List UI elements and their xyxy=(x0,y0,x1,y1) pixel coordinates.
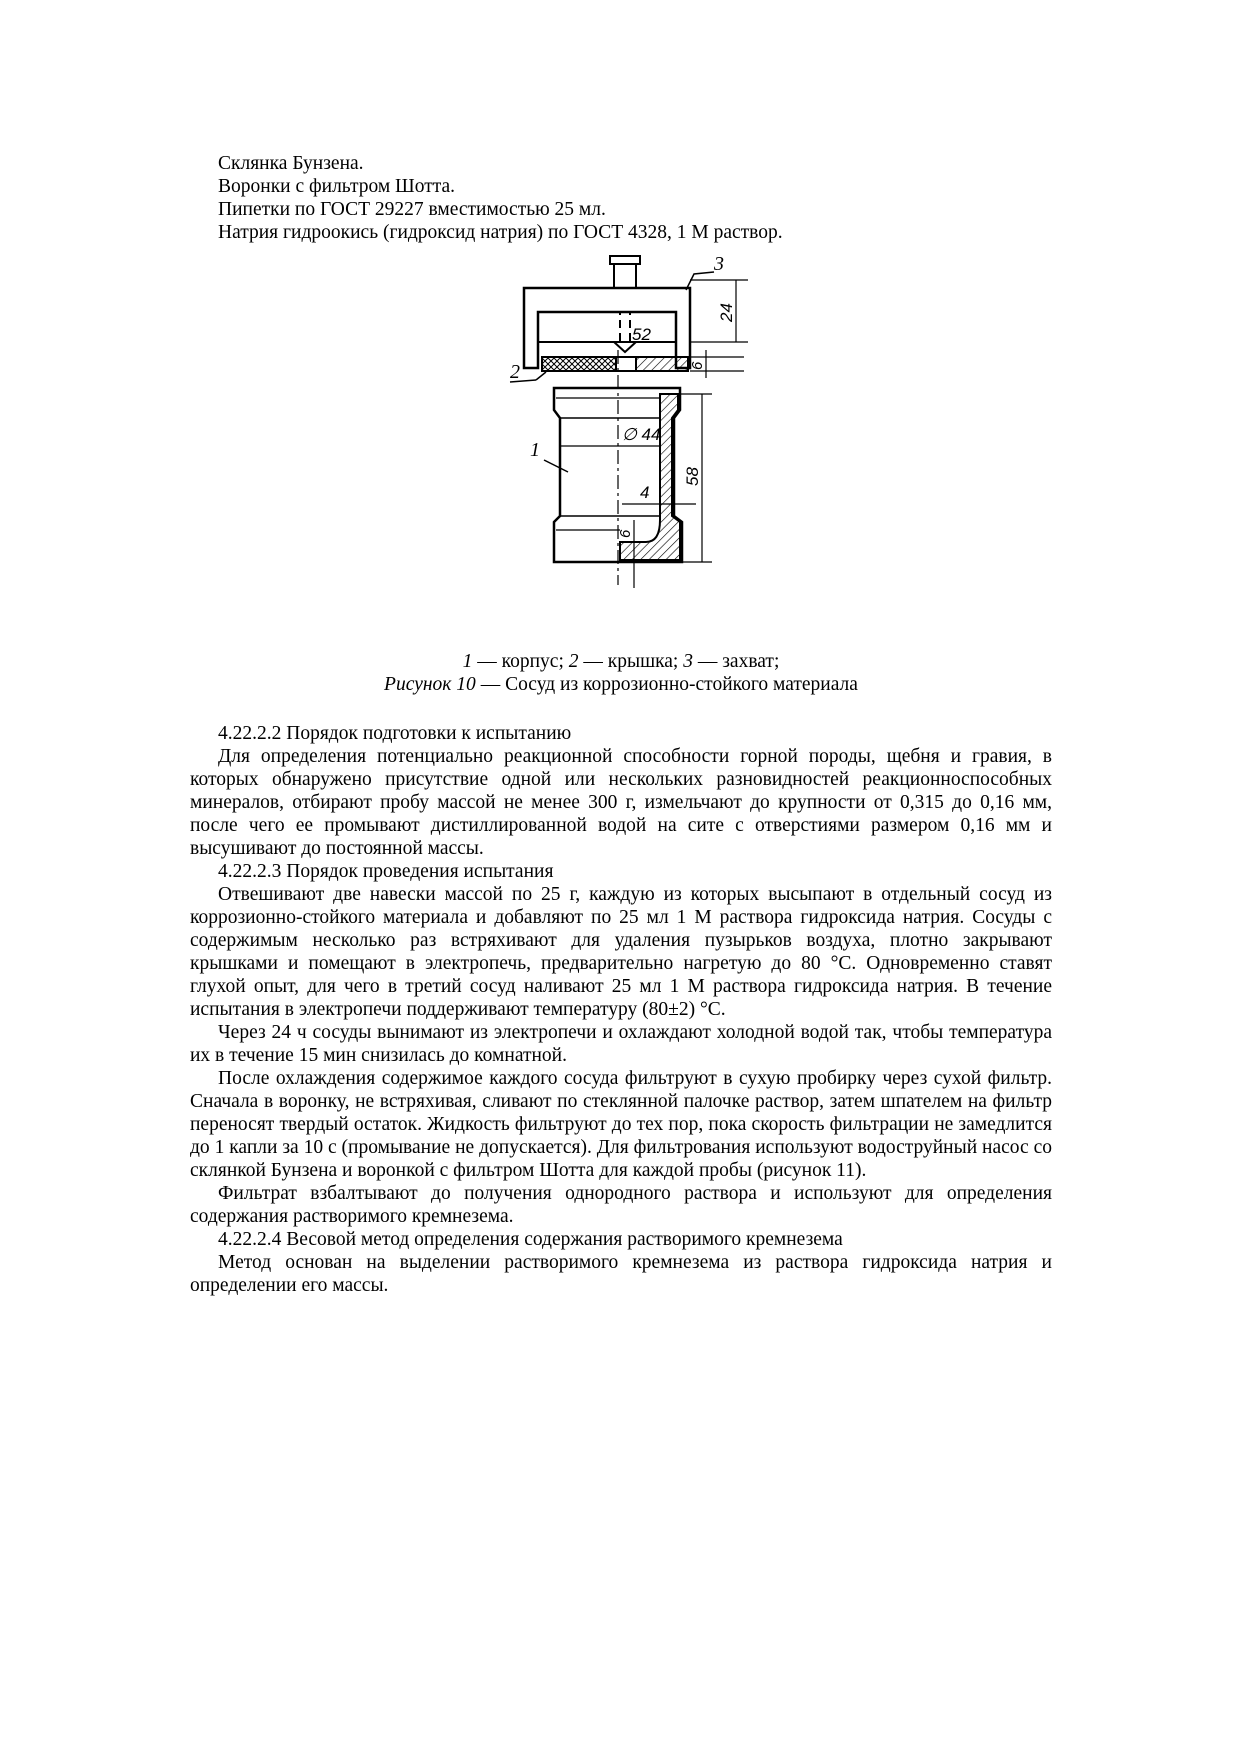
dim-4-label: 4 xyxy=(640,483,650,502)
paragraph: Через 24 ч сосуды вынимают из электропечи и охлаждают холодной водой так, чтобы температура их в течение 15 мин снизилась до комнатной. xyxy=(190,1022,1052,1066)
paragraph: Метод основан на выделении растворимого кремнезема из раствора гидроксида натрия и определении его массы. xyxy=(190,1252,1052,1296)
paragraph: Фильтрат взбалтывают до получения однородного раствора и используют для определения содержания растворимого кремнезема. xyxy=(190,1183,1052,1227)
figure-legend: 1 — корпус; 2 — крышка; 3 — захват; xyxy=(462,651,780,672)
label-part-1: 1 xyxy=(530,439,540,461)
section-heading: 4.22.2.4 Весовой метод определения содержания растворимого кремнезема xyxy=(218,1229,843,1250)
lid-hatched-left xyxy=(542,357,616,371)
dim-44-label: ∅ 44 xyxy=(622,425,661,444)
list-item: Воронки с фильтром Шотта. xyxy=(218,176,456,197)
figure-title: Рисунок 10 — Сосуд из коррозионно-стойкого материала xyxy=(384,674,858,695)
lid-hatched-right xyxy=(636,357,688,371)
vessel-drawing xyxy=(500,250,800,650)
label-part-3: 3 xyxy=(714,253,724,275)
dim-6-bottom-label: 6 xyxy=(617,529,634,538)
paragraph: Для определения потенциально реакционной способности горной породы, щебня и гравия, в которых обнаружено присутствие одной или нескольких разновидностей реакционноспособных минералов, отбирают пробу массой не менее 300 г, измельчают до крупности от 0,315 до 0,16 мм, после чего ее промывают дистиллированной водой на сите с отверстиями размером 0,16 мм и высушивают до постоянной массы. xyxy=(190,746,1052,859)
list-item: Склянка Бунзена. xyxy=(218,153,364,174)
list-item: Пипетки по ГОСТ 29227 вместимостью 25 мл. xyxy=(218,199,606,220)
paragraph: После охлаждения содержимое каждого сосуда фильтруют в сухую пробирку через сухой фильтр. Сначала в воронку, не встряхивая, сливают по стеклянной палочке раствор, затем шпателем на фильтр переносят твердый остаток. Жидкость фильтруют до тех пор, пока скорость фильтрации не замедлится до 1 капли за 10 с (промывание не допускается). Для фильтрования используют водоструйный насос со склянкой Бунзена и воронкой с фильтром Шотта для каждой пробы (рисунок 11). xyxy=(190,1068,1052,1181)
figure-caption xyxy=(190,650,1052,696)
paragraph: Отвешивают две навески массой по 25 г, каждую из которых высыпают в отдельный сосуд из коррозионно-стойкого материала и добавляют по 25 мл 1 М раствора гидроксида натрия. Сосуды с содержимым несколько раз встряхивают для удаления пузырьков воздуха, плотно закрывают крышками и помещают в электропечь, предварительно нагретую до 80 °С. Одновременно ставят глухой опыт, для чего в третий сосуд наливают 25 мл 1 М раствора гидроксида натрия. В течение испытания в электропечи поддерживают температуру (80±2) °С. xyxy=(190,884,1052,1020)
equipment-list xyxy=(218,152,1118,244)
dim-24-label: 24 xyxy=(717,303,736,322)
dim-52-label: 52 xyxy=(632,325,651,344)
list-item: Натрия гидроокись (гидроксид натрия) по ГОСТ 4328, 1 М раствор. xyxy=(218,222,783,243)
section-heading: 4.22.2.3 Порядок проведения испытания xyxy=(218,861,554,882)
dim-58-label: 58 xyxy=(683,467,702,486)
section-heading: 4.22.2.2 Порядок подготовки к испытанию xyxy=(218,723,572,744)
document-body xyxy=(190,722,1052,1297)
dim-6-top-label: 6 xyxy=(689,361,706,370)
label-part-2: 2 xyxy=(510,361,520,383)
